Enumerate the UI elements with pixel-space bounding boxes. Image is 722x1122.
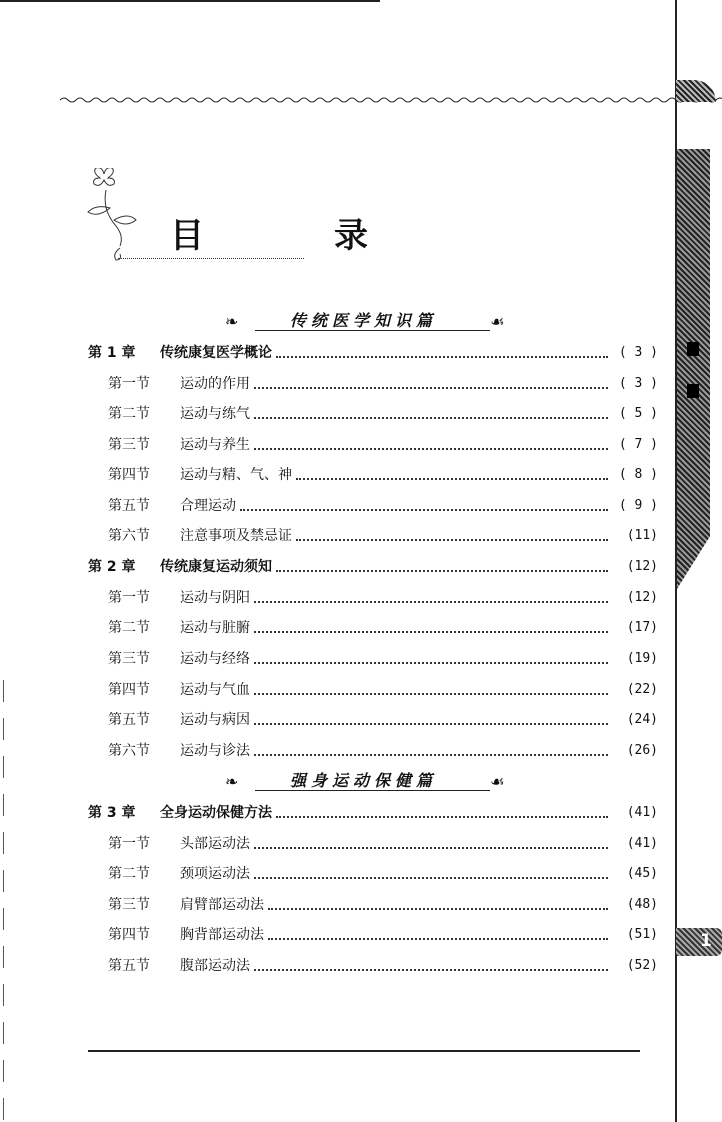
- side-tab-mark: [687, 342, 699, 356]
- dot-leader: [296, 530, 608, 541]
- part-heading-label: 强身运动保健篇: [290, 771, 438, 790]
- entry-page: (11): [626, 527, 658, 543]
- entry-page: (17): [626, 619, 658, 635]
- page-number-tab: [676, 928, 722, 956]
- side-thumb-tab: [677, 149, 710, 589]
- toc-section-entry[interactable]: [88, 647, 658, 669]
- toc-section-entry[interactable]: [88, 832, 658, 854]
- entry-title: 颈项运动法: [180, 866, 250, 882]
- toc-section-entry[interactable]: [88, 372, 658, 394]
- margin-dash: [3, 832, 4, 854]
- entry-title: 注意事项及禁忌证: [180, 528, 292, 544]
- dot-leader: [254, 745, 608, 756]
- toc-section-entry[interactable]: [88, 678, 658, 700]
- dot-leader: [254, 960, 608, 971]
- entry-title: 肩臂部运动法: [180, 897, 264, 913]
- entry-page: ( 7 ): [618, 436, 658, 452]
- margin-dash: [3, 908, 4, 930]
- entry-title: 运动与气血: [180, 682, 250, 698]
- entry-number: 第三节: [108, 437, 150, 453]
- entry-number: 第 2 章: [88, 559, 136, 575]
- toc-section-entry[interactable]: [88, 463, 658, 485]
- entry-page: ( 8 ): [618, 466, 658, 482]
- entry-page: (52): [626, 957, 658, 973]
- dot-leader: [254, 838, 608, 849]
- toc-section-entry[interactable]: [88, 586, 658, 608]
- entry-title: 运动与经络: [180, 651, 250, 667]
- entry-number: 第二节: [108, 406, 150, 422]
- leaf-ornament-icon: ☙: [490, 772, 505, 791]
- dot-leader: [254, 408, 608, 419]
- toc-section-entry[interactable]: [88, 954, 658, 976]
- part-heading-rule: [255, 790, 490, 791]
- page-number: 1: [700, 931, 712, 951]
- part-heading: [225, 762, 525, 802]
- entry-number: 第五节: [108, 712, 150, 728]
- entry-title: 运动与练气: [180, 406, 250, 422]
- toc-section-entry[interactable]: [88, 708, 658, 730]
- entry-title: 运动与精、气、神: [180, 467, 292, 483]
- entry-number: 第二节: [108, 866, 150, 882]
- entry-title: 运动与养生: [180, 437, 250, 453]
- entry-page: (41): [626, 804, 658, 820]
- wavy-divider: [60, 94, 722, 106]
- entry-page: (12): [626, 558, 658, 574]
- entry-number: 第四节: [108, 927, 150, 943]
- entry-number: 第一节: [108, 836, 150, 852]
- entry-page: (22): [626, 681, 658, 697]
- part-heading: [225, 302, 525, 342]
- toc-section-entry[interactable]: [88, 862, 658, 884]
- dot-leader: [254, 439, 608, 450]
- leaf-ornament-icon: ❧: [225, 312, 239, 331]
- toc-section-entry[interactable]: [88, 524, 658, 546]
- entry-page: ( 9 ): [618, 497, 658, 513]
- toc-section-entry[interactable]: [88, 494, 658, 516]
- entry-number: 第 1 章: [88, 345, 136, 361]
- entry-number: 第 3 章: [88, 805, 136, 821]
- entry-number: 第四节: [108, 682, 150, 698]
- leaf-ornament-icon: ☙: [490, 312, 505, 331]
- dot-leader: [240, 500, 608, 511]
- page-title: 目 录: [170, 216, 416, 256]
- entry-page: (24): [626, 711, 658, 727]
- dot-leader: [254, 592, 608, 603]
- entry-page: (12): [626, 589, 658, 605]
- part-heading-rule: [255, 330, 490, 331]
- dot-leader: [276, 347, 608, 358]
- toc-chapter-entry[interactable]: [88, 341, 658, 363]
- entry-title: 运动与诊法: [180, 743, 250, 759]
- margin-dash: [3, 984, 4, 1006]
- entry-page: ( 3 ): [618, 344, 658, 360]
- entry-page: (41): [626, 835, 658, 851]
- dot-leader: [254, 714, 608, 725]
- margin-dash: [3, 1022, 4, 1044]
- top-rule: [0, 0, 380, 2]
- margin-dash: [3, 946, 4, 968]
- toc-chapter-entry[interactable]: [88, 801, 658, 823]
- entry-page: (45): [626, 865, 658, 881]
- entry-page: (19): [626, 650, 658, 666]
- entry-number: 第一节: [108, 376, 150, 392]
- entry-number: 第四节: [108, 467, 150, 483]
- entry-number: 第二节: [108, 620, 150, 636]
- margin-dash: [3, 680, 4, 702]
- entry-title: 合理运动: [180, 498, 236, 514]
- entry-title: 运动与脏腑: [180, 620, 250, 636]
- side-tab-mark: [687, 384, 699, 398]
- entry-page: (48): [626, 896, 658, 912]
- bottom-rule: [88, 1050, 640, 1052]
- toc-section-entry[interactable]: [88, 893, 658, 915]
- entry-number: 第六节: [108, 528, 150, 544]
- entry-number: 第一节: [108, 590, 150, 606]
- dot-leader: [254, 868, 608, 879]
- entry-title: 胸背部运动法: [180, 927, 264, 943]
- entry-title: 运动的作用: [180, 376, 250, 392]
- entry-number: 第五节: [108, 958, 150, 974]
- dot-leader: [276, 561, 608, 572]
- entry-title: 头部运动法: [180, 836, 250, 852]
- dot-leader: [254, 684, 608, 695]
- dot-leader: [276, 807, 608, 818]
- entry-title: 传统康复运动须知: [160, 559, 272, 575]
- entry-number: 第五节: [108, 498, 150, 514]
- dot-leader: [296, 469, 608, 480]
- toc-section-entry[interactable]: [88, 433, 658, 455]
- toc-section-entry[interactable]: [88, 739, 658, 761]
- title-underline: [118, 258, 304, 259]
- margin-dash: [3, 718, 4, 740]
- entry-page: ( 5 ): [618, 405, 658, 421]
- part-heading-label: 传统医学知识篇: [290, 311, 438, 330]
- margin-dash: [3, 1098, 4, 1120]
- entry-title: 腹部运动法: [180, 958, 250, 974]
- dot-leader: [254, 622, 608, 633]
- dot-leader: [268, 929, 608, 940]
- dot-leader: [268, 899, 608, 910]
- corner-tab: [676, 80, 716, 102]
- toc-chapter-entry[interactable]: [88, 555, 658, 577]
- entry-title: 运动与病因: [180, 712, 250, 728]
- toc-section-entry[interactable]: [88, 402, 658, 424]
- entry-page: (26): [626, 742, 658, 758]
- leaf-ornament-icon: ❧: [225, 772, 239, 791]
- entry-title: 传统康复医学概论: [160, 345, 272, 361]
- entry-title: 运动与阴阳: [180, 590, 250, 606]
- margin-dash: [3, 870, 4, 892]
- margin-dash: [3, 1060, 4, 1082]
- margin-dash: [3, 756, 4, 778]
- toc-section-entry[interactable]: [88, 616, 658, 638]
- margin-dash: [3, 794, 4, 816]
- entry-number: 第三节: [108, 897, 150, 913]
- dot-leader: [254, 378, 608, 389]
- flower-ornament-icon: [80, 168, 150, 264]
- entry-title: 全身运动保健方法: [160, 805, 272, 821]
- entry-page: ( 3 ): [618, 375, 658, 391]
- dot-leader: [254, 653, 608, 664]
- toc-section-entry[interactable]: [88, 923, 658, 945]
- entry-number: 第三节: [108, 651, 150, 667]
- entry-number: 第六节: [108, 743, 150, 759]
- entry-page: (51): [626, 926, 658, 942]
